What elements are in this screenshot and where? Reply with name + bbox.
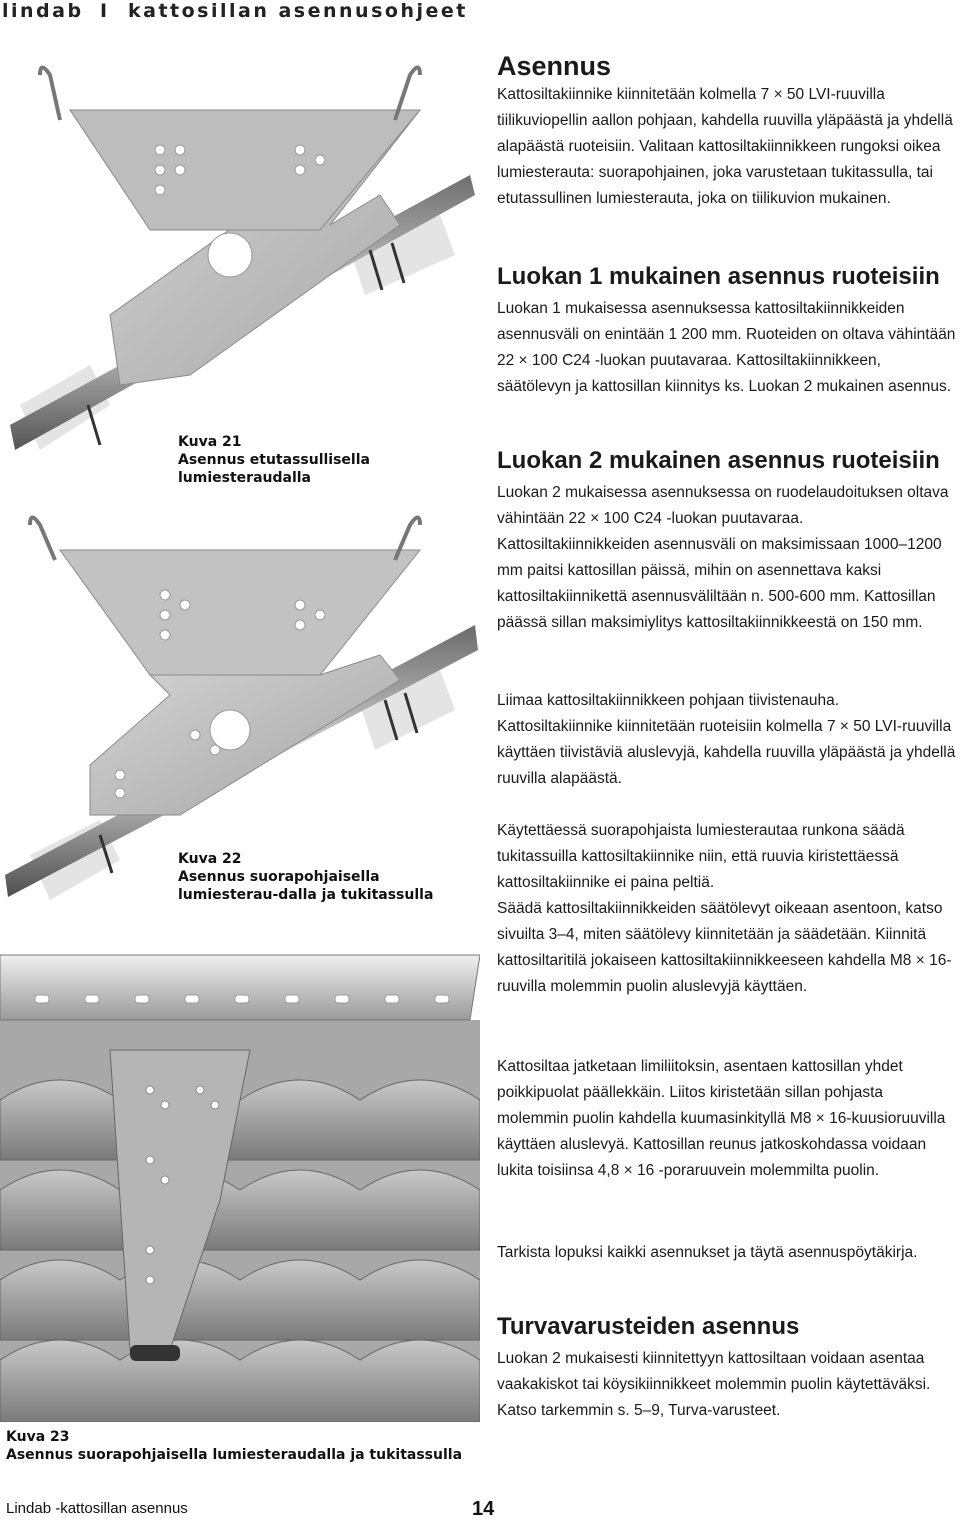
luokka1-body: Luokan 1 mukaisessa asennuksessa kattosiltakiinnikkeiden asennusväli on enintään 1 200 mm. Ruoteiden on oltava vähintään 22 × 100 C24 -luokan puutavaraa. Kattosiltakiinnikkeen, säätölevyn ja kattosillan kiinnitys ks. Luokan 2 mukainen asennus.	[497, 300, 956, 395]
figure-22-text: Asennus suorapohjaisella lumiesterau-dalla ja tukitassulla	[178, 869, 434, 903]
figure-22-label: Kuva 22	[178, 851, 242, 867]
luokka2-p3: Käytettäessä suorapohjaista lumiesterautaa runkona säädä tukitassuilla kattosiltakiinnike niin, että ruuvia kiristettäessä kattosiltakiinnike ei paina peltiä.	[497, 822, 905, 891]
luokka1-title: Luokan 1 mukainen asennus ruoteisiin	[497, 263, 940, 290]
luokka2-body: Luokan 2 mukaisessa asennuksessa on ruodelaudoituksen oltava vähintään 22 × 100 C24 -luokan puutavaraa. Kattosiltakiinnikkeiden asennusväli on maksimissaan 1000–1200 mm paitsi kattosillan päissä, mihin on asennettava kaksi kattosiltakiinnikettä asennusväliltään n. 500-600 mm. Kattosillan päässä sillan maksimiylitys kattosiltakiinnikkeestä on 150 mm.	[497, 484, 949, 631]
brand-name: lindab	[2, 0, 84, 22]
text-luokka2-p2	[497, 688, 957, 792]
text-luokka2	[497, 446, 957, 636]
asennus-body: Kattosiltakiinnike kiinnitetään kolmella 7 × 50 LVI-ruuvilla tiilikuviopellin aallon pohjaan, kahdella ruuvilla yläpäästä ja yhdellä alapäästä ruoteisiin. Valitaan kattosiltakiinnikkeen rungoksi oikea lumiesterauta: suorapohjainen, joka varustetaan tukitassulla, tai etutassullinen lumiesterauta, joka on tiilikuvion mukainen.	[497, 86, 953, 207]
page-number: 14	[472, 1498, 495, 1520]
figure-22-illustration	[0, 505, 480, 905]
text-turva	[497, 1312, 957, 1424]
text-luokka1	[497, 262, 957, 400]
figure-23-text: Asennus suorapohjaisella lumiesteraudalla ja tukitassulla	[6, 1447, 463, 1463]
luokka2-p5: Kattosiltaa jatketaan limiliitoksin, asentaen kattosillan yhdet poikkipuolat päällekkäin. Liitos kiristetään sillan pohjasta molemmin puolin kahdella kuumasinkityllä M8 × 16-kuusioruuvilla käyttäen aluslevyä. Kattosillan reunus jatkoskohdassa voidaan lukita toisiinsa 4,8 × 16 -poraruuvein molemmilta puolin.	[497, 1058, 946, 1179]
turva-title: Turvavarusteiden asennus	[497, 1313, 800, 1340]
luokka2-p4: Säädä kattosiltakiinnikkeiden säätölevyt oikeaan asentoon, katso sivuilta 3–4, miten säätölevy kiinnitetään ja säädetään. Kiinnitä kattosiltaritilä jokaiseen kattosiltakiinnikkeeseen kahdella M8 × 16-ruuvilla molemmin puolin aluslevyjä käyttäen.	[497, 900, 952, 995]
header-title: kattosillan asennusohjeet	[128, 0, 468, 22]
luokka2-title: Luokan 2 mukainen asennus ruoteisiin	[497, 447, 940, 474]
figure-21-caption	[178, 433, 478, 487]
figure-21-illustration	[0, 55, 480, 475]
figure-21-label: Kuva 21	[178, 434, 242, 450]
luokka2-p2: Liimaa kattosiltakiinnikkeen pohjaan tiivistenauha. Kattosiltakiinnike kiinnitetään ruoteisiin kolmella 7 × 50 LVI-ruuvilla käyttäen tiivistäviä aluslevyjä, kahdella ruuvilla yläpäästä ja yhdellä ruuvilla alapäästä.	[497, 692, 956, 787]
asennus-title: Asennus	[497, 51, 612, 81]
text-luokka2-p6	[497, 1240, 957, 1266]
figure-21-text: Asennus etutassullisella lumiesteraudalla	[178, 452, 370, 486]
figure-23-illustration	[0, 950, 480, 1422]
figure-23-label: Kuva 23	[6, 1429, 70, 1445]
figure-23-caption	[6, 1428, 476, 1464]
turva-body: Luokan 2 mukaisesti kiinnitettyyn kattosiltaan voidaan asentaa vaakakiskot tai köysikiinnikkeet molemmin puolin käytettäväksi. Katso tarkemmin s. 5–9, Turva-varusteet.	[497, 1350, 931, 1419]
figure-22-caption	[178, 850, 468, 904]
page-header	[0, 0, 960, 28]
text-asennus	[497, 50, 957, 212]
luokka2-p6: Tarkista lopuksi kaikki asennukset ja täytä asennuspöytäkirja.	[497, 1244, 918, 1261]
text-luokka2-p3	[497, 818, 957, 1000]
footer-title: Lindab -kattosillan asennus	[6, 1500, 188, 1517]
header-separator: I	[100, 0, 110, 22]
text-luokka2-p5	[497, 1054, 957, 1184]
